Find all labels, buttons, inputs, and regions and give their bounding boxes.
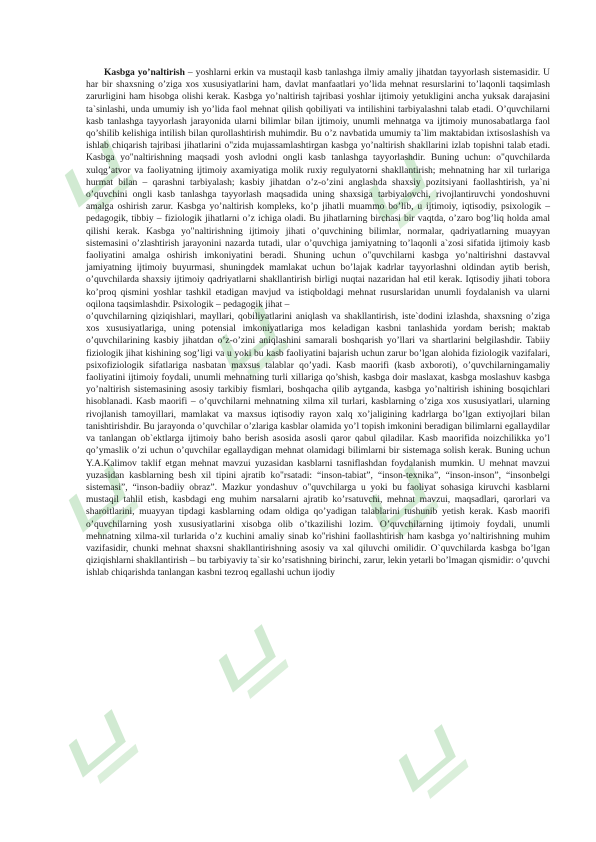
watermark-icon xyxy=(211,624,294,705)
watermark-icon xyxy=(61,709,144,790)
paragraph-2: o’quvchilarning qiziqishlari, mayllari, qobiliyatlarini aniqlash va shakllantirish, iste`dodini izlashda, shaxsning o’ziga xos xususiyatlariga, uning potensial imkoniyatlariga mos keladigan kasbni tanlashida yordam berish; maktab o’quvchilarining kasbiy jihatdan o’z-o’zini aniqlashini samarali boshqarish yo’llari va shartlarini belgilashdir. Tabiiy fiziologik jihat kishining sog’ligi va u yoki bu kasb faoliyatini bajarish uchun zarur bo’lgan alohida fiziologik vazifalari, psixofiziologik sifatlariga nasbatan maxsus talablar qo’yadi. Kasb maorifi (kasb axboroti), o’quvchilarningamaliy faoliyatini ijtimoiy foydali, unumli mehnatning turli xillariga qo’shish, kasbga doir maslaxat, kasbga moslashuv kasbga yo’naltirish sistemasining asosiy tarkibiy fismlari, boshqacha qilib aytganda, kasbga yo’naltirish ishining bosqichlari hisoblanadi. Kasb maorifi – o’quvchilarni mehnatning xilma xil turlari, kasblarning o’ziga xos xususiyatlari, ularning rivojlanish tamoyillari, mamlakat va maxsus iqtisodiy rayon xalq xo’jaligining kadrlarga bo’lgan extiyojlari bilan tanishtirishdir. Bu jarayonda o’quvchilar o’zlariga kasblar olamida yo’l topish imkonini beradigan bilimlarni egallaydilar va tanlangan ob`ektlarga ijtimoiy baho berish asosida asosli qaror qabul qiladilar. Kasb maorifida noizchilikka yo’l qo’ymaslik o’zi uchun o’quvchilar egallaydigan mehnat olamidagi bilimlarni bir sistemaga solish kerak. Buning uchun Y.A.Kalimov taklif etgan mehnat mavzui yuzasidan kasblarni tasniflashdan foydalanish mumkin. U mehnat mavzui yuzasidan kasblarning besh xil tipini ajratib ko"rsatadi: “inson-tabiat”, “inson-texnika”, “inson-inson”, “insonbelgi sistemasi”, “inson-badiiy obraz”. Mazkur yondashuv o"quvchilarga u yoki bu faoliyat sohasiga kiruvchi kasblarni mustaqil tahlil etish, kasbdagi eng muhim narsalarni ajratib ko’rsatuvchi, mehnat mavzui, maqsadlari, qarorlari va sharoitlarini, muayyan tipdagi kasblarning odam oldiga qo’yadigan talablarini tushunib yetish kerak. Kasb maorifi o’quvchilarning yosh xususiyatlarini xisobga olib o’tkazilishi lozim. O’quvchilarning ijtimoiy foydali, unumli mehnatning xilma-xil turlarida o’z kuchini amaliy sinab ko"rishini faollashtirish ham kasbga yo’naltirishning muhim vazifasidir, chunki mehnat shaxsni shakllantirishning asosiy va xal qiluvchi omilidir. O`quvchilarda kasbga bo’lgan qiziqishlarni shakllantirish – bu tarbiyaviy ta`sir ko’rsatishning birinchi, zarur, lekin yetarli bo’lmagan qismidir: o’quvchi ishlab chiqarishda tanlangan kasbni tezroq egallashi uchun ijodiy xyxy=(86,311,550,579)
document-page xyxy=(86,67,550,580)
watermark-icon xyxy=(391,724,474,805)
lead-term: Kasbga yo’naltirish xyxy=(104,67,185,78)
paragraph-1-text: – yoshlarni erkin va mustaqil kasb tanlashga ilmiy amaliy jihatdan tayyorlash sistemasidir. U har bir shaxsning o’ziga xos xususiyatlarini ham, davlat manfaatlari yo’lida mehnat resurslarini to’laqonli taqsimlash zarurligini ham hisobga olishi kerak. Kasbga yo’naltirish tajribasi yoshlar ijtimoiy yetukligini ancha yuksak darajasini ta`sinlashi, unda umumiy ish yo’lida faol mehnat qilish qobiliyati va intilishini tarbiyalashni talab etadi. O’quvchilarni kasb tanlashga tayyorlash jarayonida ularni bilimlar bilan ijtimoiy, unumli mehnatga va ijtimoiy munosabatlarga faol qo’shilib kelishiga intilish bilan qurollashtirish muhimdir. Bu o’z navbatida umumiy ta`lim maktabidan ixtisoslashish va ishlab chiqarish tajribasi jihatlarini o"zida mujassamlashtirgan kasbga yo’naltirish shakllarini izlab topishni talab etadi. Kasbga yo"naltirishning maqsadi yosh avlodni ongli kasb tanlashga tayyorlashdir. Buning uchun: o"quvchilarda xulqg’atvor va faoliyatning ijtimoiy axamiyatiga molik ruxiy regulyatorni shakllantirish; mehnatning har xil turlariga hurmat bilan – qarashni tarbiyalash; kasbiy jihatdan o’z-o’zini anglashda shaxsiy pozitsiyani faollashtirish, ya`ni o’quvchini ongli kasb tanlashga tayyorlash maqsadida uning shaxsiga tarbiyalovchi, rivojlantiruvchi yondoshuvni amalga oshirish zarur. Kasbga yo’naltirish kompleks, ko’p jihatli muammo bo’lib, u ijtimoiy, iqtisodiy, psixologik – pedagogik, tibbiy – fiziologik jihatlarni o’z ichiga oladi. Bu jihatlarning birchasi bir vaqtda, o’zaro bog’liq holda amal qilishi kerak. Kasbga yo"naltirishning ijtimoiy jihati o’quvchining bilimlar, normalar, qadriyatlarning muayyan sistemasini o’zlashtirish jarayonini nazarda tutadi, ular o’quvchiga jamiyatning to’laqonli a`zosi sifatida ijtimoiy kasb faoliyatini amalga oshirish imkoniyatini beradi. Shuning uchun o"quvchilarni kasbga yo’naltirishni dastavval jamiyatning ijtimoiy buyurmasi, shuningdek mamlakat uchun bo’lajak kadrlar tayyorlashni oldindan aytib berish, o’quvchilarda shaxsiy ijtimoiy qadriyatlarni shakllantirish birligi nuqtai nazaridan hal etil kerak. Iqtisodiy jihati tobora ko’proq qismini yoshlar tashkil etadigan mavjud va istiqboldagi mehnat rusurslaridan unumli foydalanish va ularni oqilona taqsimlashdir. Psixologik – pedagogik jihat – xyxy=(86,67,550,310)
paragraph-1 xyxy=(86,67,550,311)
